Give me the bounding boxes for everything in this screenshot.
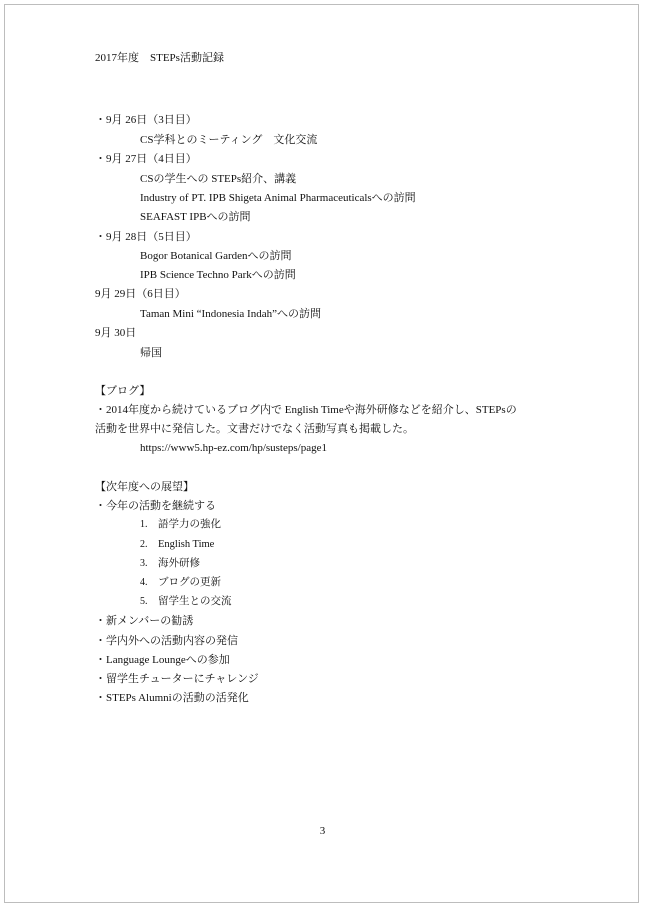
schedule-item: 帰国 [140, 347, 162, 359]
document-title: 2017年度 STEPs活動記録 [95, 52, 224, 64]
schedule-date-30: 9月 30日 [95, 327, 137, 339]
outlook-bullet: ・新メンバーの勧誘 [95, 615, 194, 627]
numbered-item-text: 語学力の強化 [158, 519, 221, 530]
schedule-item: CS学科とのミーティング 文化交流 [140, 134, 318, 146]
numbered-item-text: 留学生との交流 [158, 596, 232, 607]
numbered-item-text: 海外研修 [158, 558, 200, 569]
outlook-heading: 【次年度への展望】 [95, 481, 194, 493]
blog-url: https://www5.hp-ez.com/hp/susteps/page1 [140, 442, 327, 454]
numbered-item-number: 2. [140, 539, 148, 550]
schedule-item: Taman Mini “Indonesia Indah”への訪問 [140, 308, 321, 320]
numbered-item-number: 1. [140, 519, 148, 530]
outlook-intro: ・今年の活動を継続する [95, 500, 216, 512]
schedule-item: Bogor Botanical Gardenへの訪問 [140, 250, 292, 262]
schedule-date-26: ・9月 26日（3日目） [95, 114, 197, 126]
numbered-item-number: 3. [140, 558, 148, 569]
blog-text-line: ・2014年度から続けているブログ内で English Timeや海外研修などを紹介し、STEPsの [95, 404, 517, 416]
schedule-date-27: ・9月 27日（4日目） [95, 153, 197, 165]
schedule-date-28: ・9月 28日（5日目） [95, 231, 197, 243]
page-number: 3 [319, 825, 326, 837]
blog-text-line: 活動を世界中に発信した。文書だけでなく活動写真も掲載した。 [95, 423, 414, 435]
outlook-bullet: ・STEPs Alumniの活動の活発化 [95, 692, 249, 704]
schedule-item: Industry of PT. IPB Shigeta Animal Pharmaceuticalsへの訪問 [140, 192, 416, 204]
numbered-item-number: 4. [140, 577, 148, 588]
schedule-item: SEAFAST IPBへの訪問 [140, 211, 251, 223]
outlook-bullet: ・留学生チューターにチャレンジ [95, 673, 259, 685]
schedule-item: IPB Science Techno Parkへの訪問 [140, 269, 296, 281]
outlook-bullet: ・学内外への活動内容の発信 [95, 635, 238, 647]
numbered-item-text: English Time [158, 539, 215, 550]
blog-heading: 【ブログ】 [95, 385, 151, 397]
numbered-item-number: 5. [140, 596, 148, 607]
outlook-bullet: ・Language Loungeへの参加 [95, 654, 230, 666]
numbered-item-text: ブログの更新 [158, 577, 221, 588]
schedule-date-29: 9月 29日（6日目） [95, 288, 186, 300]
schedule-item: CSの学生への STEPs紹介、講義 [140, 173, 297, 185]
